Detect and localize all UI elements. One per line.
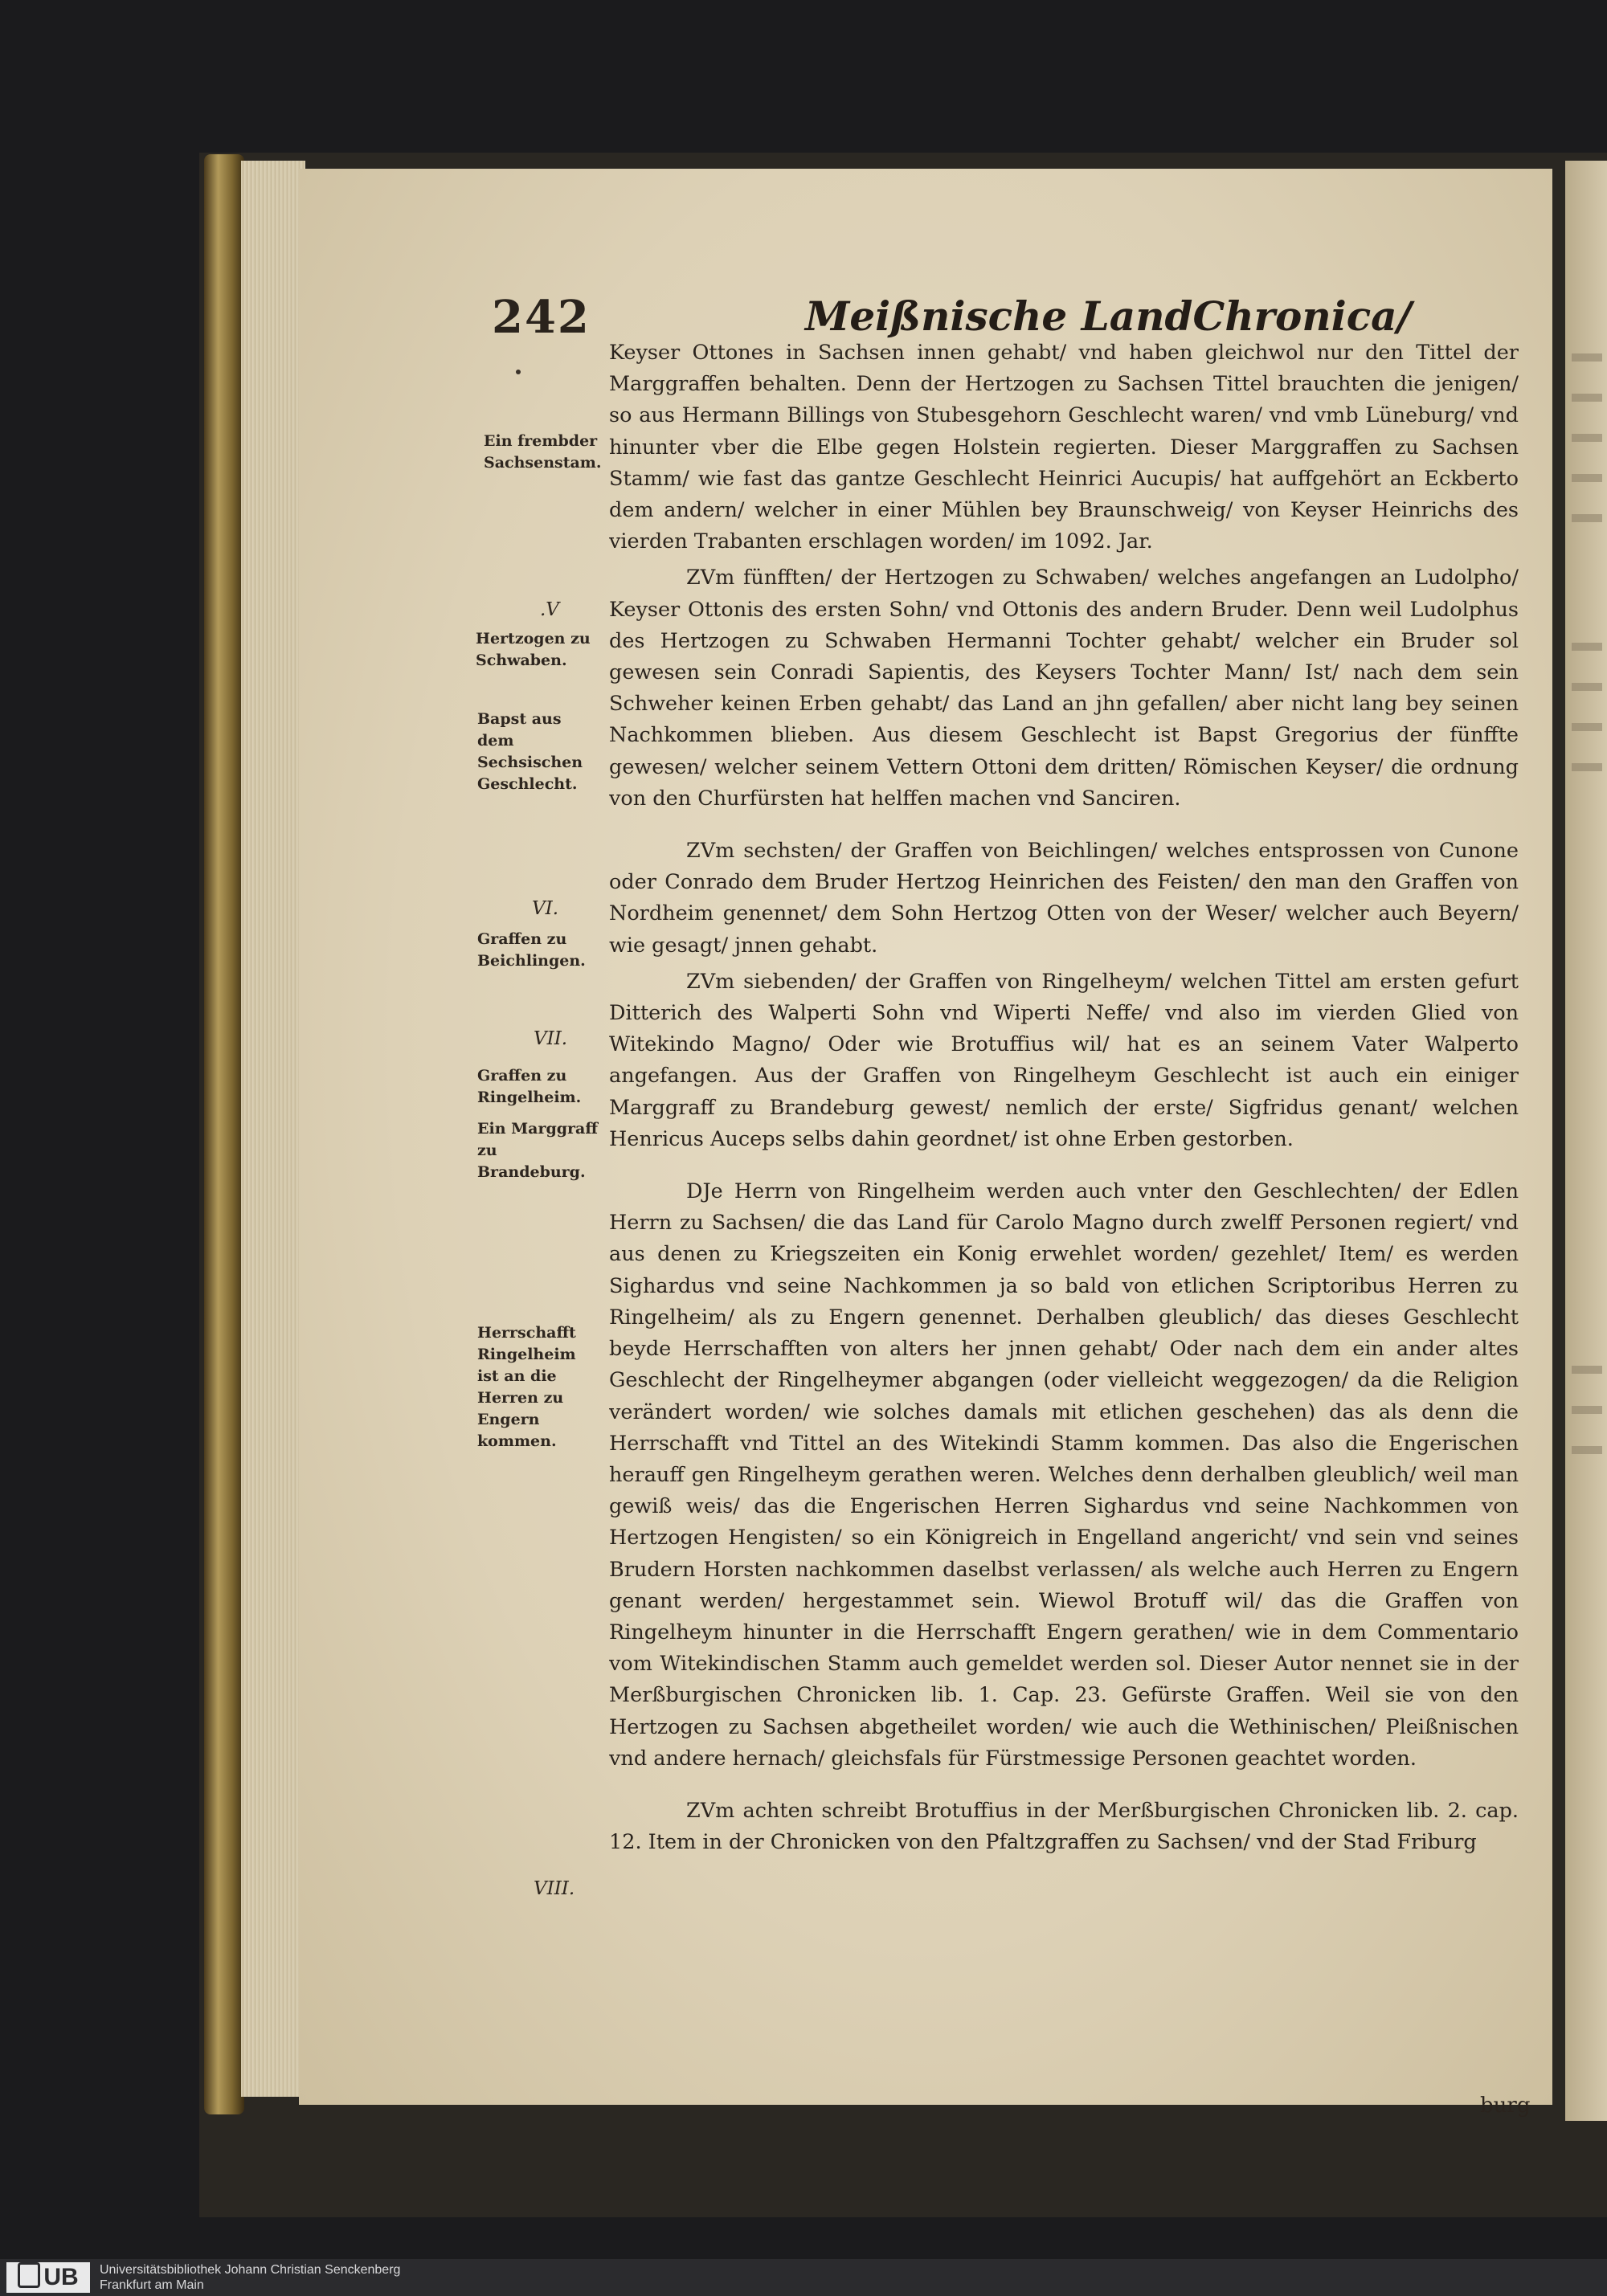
- margin-note-numeral: VI.: [532, 898, 559, 919]
- book-page: [299, 169, 1552, 2118]
- printer-mark: [516, 370, 521, 374]
- margin-note-numeral: VIII.: [534, 1878, 575, 1899]
- paragraph: DJe Herrn von Ringelheim werden auch vnter den Geschlechten/ der Edlen Herrn zu Sachsen/ die das Land für Carolo Magno durch zwelff Personen regiert/ vnd aus denen zu Kriegszeiten ein Konig erwehlet worden/ gezehlet/ Item/ es werden Sighardus vnd seine Nachkommen ja so bald von etlichen Scriptoribus Herren zu Ringelheim/ als zu Engern genennet. Derhalben gleublich/ das dieses Geschlecht beyde Herrschafften von alters her jnnen gehabt/ Oder nach dem ein ander altes Geschlecht der Ringelheymer abgangen (oder vielleicht weggezogen/ da die Religion verändert worden/ wie solches damals mit etlichen geschehen) das als denn die Herrschafft vnd Tittel an des Witekindi Stamm kommen. Das also die Engerischen herauff gen Ringelheym gerathen weren. Welches denn derhalben gleublich/ weil man gewiß weis/ das die Engerischen Herren Sighardus vnd seine Nachkommen von Hertzogen Hengisten/ so ein Königreich in Engelland angericht/ vnd sein vnd seines Brudern Horsten nachkommen daselbst verlassen/ als welche auch Herren zu Engern genant werden/ hergestammet sein. Wiewol Brotuff wil/ das die Graffen von Ringelheym hinunter in die Herrschafft Engern gerathen/ wie in dem Commentario vom Witekindischen Stamm auch gemeldet werden sol. Dieser Autor nennet sie in der Merßburgischen Chronicken lib. 1. Cap. 23. Gefürste Graffen. Weil sie von den Hertzogen zu Sachsen abgetheilet worden/ wie auch die Wethinischen/ Pleißnischen vnd andere hernach/ gleichsfals für Fürstmessige Personen geachtet worden.: [609, 1179, 1519, 1771]
- margin-note-numeral: .V: [540, 599, 559, 620]
- margin-note: Hertzogen zu Schwaben.: [476, 630, 591, 669]
- running-title: Meißnische LandChronica/: [805, 292, 1412, 340]
- body-text: [609, 337, 1519, 2073]
- paragraph: ZVm sechsten/ der Graffen von Beichlingen/ welches entsprossen von Cunone oder Conrado dem Bruder Hertzog Heinrichen des Feisten/ den man den Graffen von Nordheim genennet/ dem Sohn Hertzog Otten von der Weser/ welcher auch Beyern/ wie gesagt/ jnnen gehabt.: [609, 839, 1519, 958]
- paragraph: ZVm achten schreibt Brotuffius in der Merßburgischen Chronicken lib. 2. cap. 12. Item in der Chronicken von den Pfaltzgraffen zu Sachsen/ vnd der Stad Friburg: [609, 1798, 1519, 1855]
- library-logo-text: UB: [43, 2264, 79, 2290]
- margin-note: Graffen zu Beichlingen.: [477, 930, 586, 970]
- margin-note: Bapst aus dem Sechsischen Geschlecht.: [477, 710, 583, 793]
- paragraph: ZVm siebenden/ der Graffen von Ringelheym/ welchen Tittel am ersten gefurt Ditterich des Walperti Sohn vnd Wiperti Neffe/ vnd also im vierden Glied von Witekindo Magno/ Oder wie Brotuffius wil/ hat es an seinem Vater Walperto angefangen. Aus der Graffen von Ringelheym Geschlecht ist auch ein einiger Marggraff zu Brandeburg gewest/ nemlich der erste/ Sigfridus genant/ welchen Henricus Auceps selbs dahin geordnet/ ist ohne Erben gestorben.: [609, 969, 1519, 1151]
- library-name: [100, 2262, 400, 2293]
- page-edges: [241, 161, 305, 2097]
- library-logo[interactable]: [6, 2262, 90, 2293]
- library-name-line: Universitätsbibliothek Johann Christian Senckenberg: [100, 2263, 401, 2277]
- ub-logo-icon: [18, 2262, 40, 2288]
- next-page-edge: [1565, 161, 1607, 2121]
- library-location-line: Frankfurt am Main: [100, 2278, 204, 2292]
- margin-note: Ein Marggraff zu Brandeburg.: [477, 1120, 598, 1181]
- margin-note: Ein frembder Sachsenstam.: [484, 432, 602, 472]
- paragraph: Keyser Ottones in Sachsen innen gehabt/ vnd haben gleichwol nur den Tittel der Marggraffen behalten. Denn der Hertzogen zu Sachsen Tittel brauchten die jenigen/ so aus Hermann Billings von Stubesgehorn Geschlecht waren/ vnd vmb Lüneburg/ vnd hinunter vber die Elbe gegen Holstein regierten. Dieser Marggraffen zu Sachsen Stamm/ wie fast das gantze Geschlecht Heinrici Aucupis/ hat auffgehört an Eckberto dem andern/ welcher in einer Mühlen bey Braunschweig/ von Keyser Heinrichs des vierden Trabanten erschlagen worden/ im 1092. Jar.: [609, 341, 1519, 554]
- margin-note: Herrschafft Ringelheim ist an die Herren zu Engern kommen.: [477, 1324, 576, 1450]
- library-footer: [0, 2259, 1607, 2296]
- paragraph: ZVm fünfften/ der Hertzogen zu Schwaben/ welches angefangen an Ludolpho/ Keyser Ottonis des ersten Sohn/ vnd Ottonis des andern Bruder. Denn weil Ludolphus des Hertzogen zu Schwaben Hermanni Tochter gehabt/ welcher ein Bruder sol gewesen sein Conradi Sapientis, des Keysers Tochter Mann/ Ist/ nach dem sein Schweher keinen Erben gehabt/ das Land an jhn gefallen/ aber nicht lang bey seinen Nachkommen blieben. Aus diesem Geschlecht ist Bapst Gregorius der fünffte gewesen/ welcher seinem Vettern Ottoni dem dritten/ Römischen Keyser/ die ordnung von den Churfürsten hat helffen machen vnd Sanciren.: [609, 566, 1519, 811]
- page-number: 242: [492, 291, 591, 344]
- margin-note: Graffen zu Ringelheim.: [477, 1067, 582, 1106]
- book-spine: [204, 154, 244, 2114]
- margin-note-numeral: VII.: [534, 1028, 568, 1049]
- catchword: burg: [1480, 2094, 1531, 2118]
